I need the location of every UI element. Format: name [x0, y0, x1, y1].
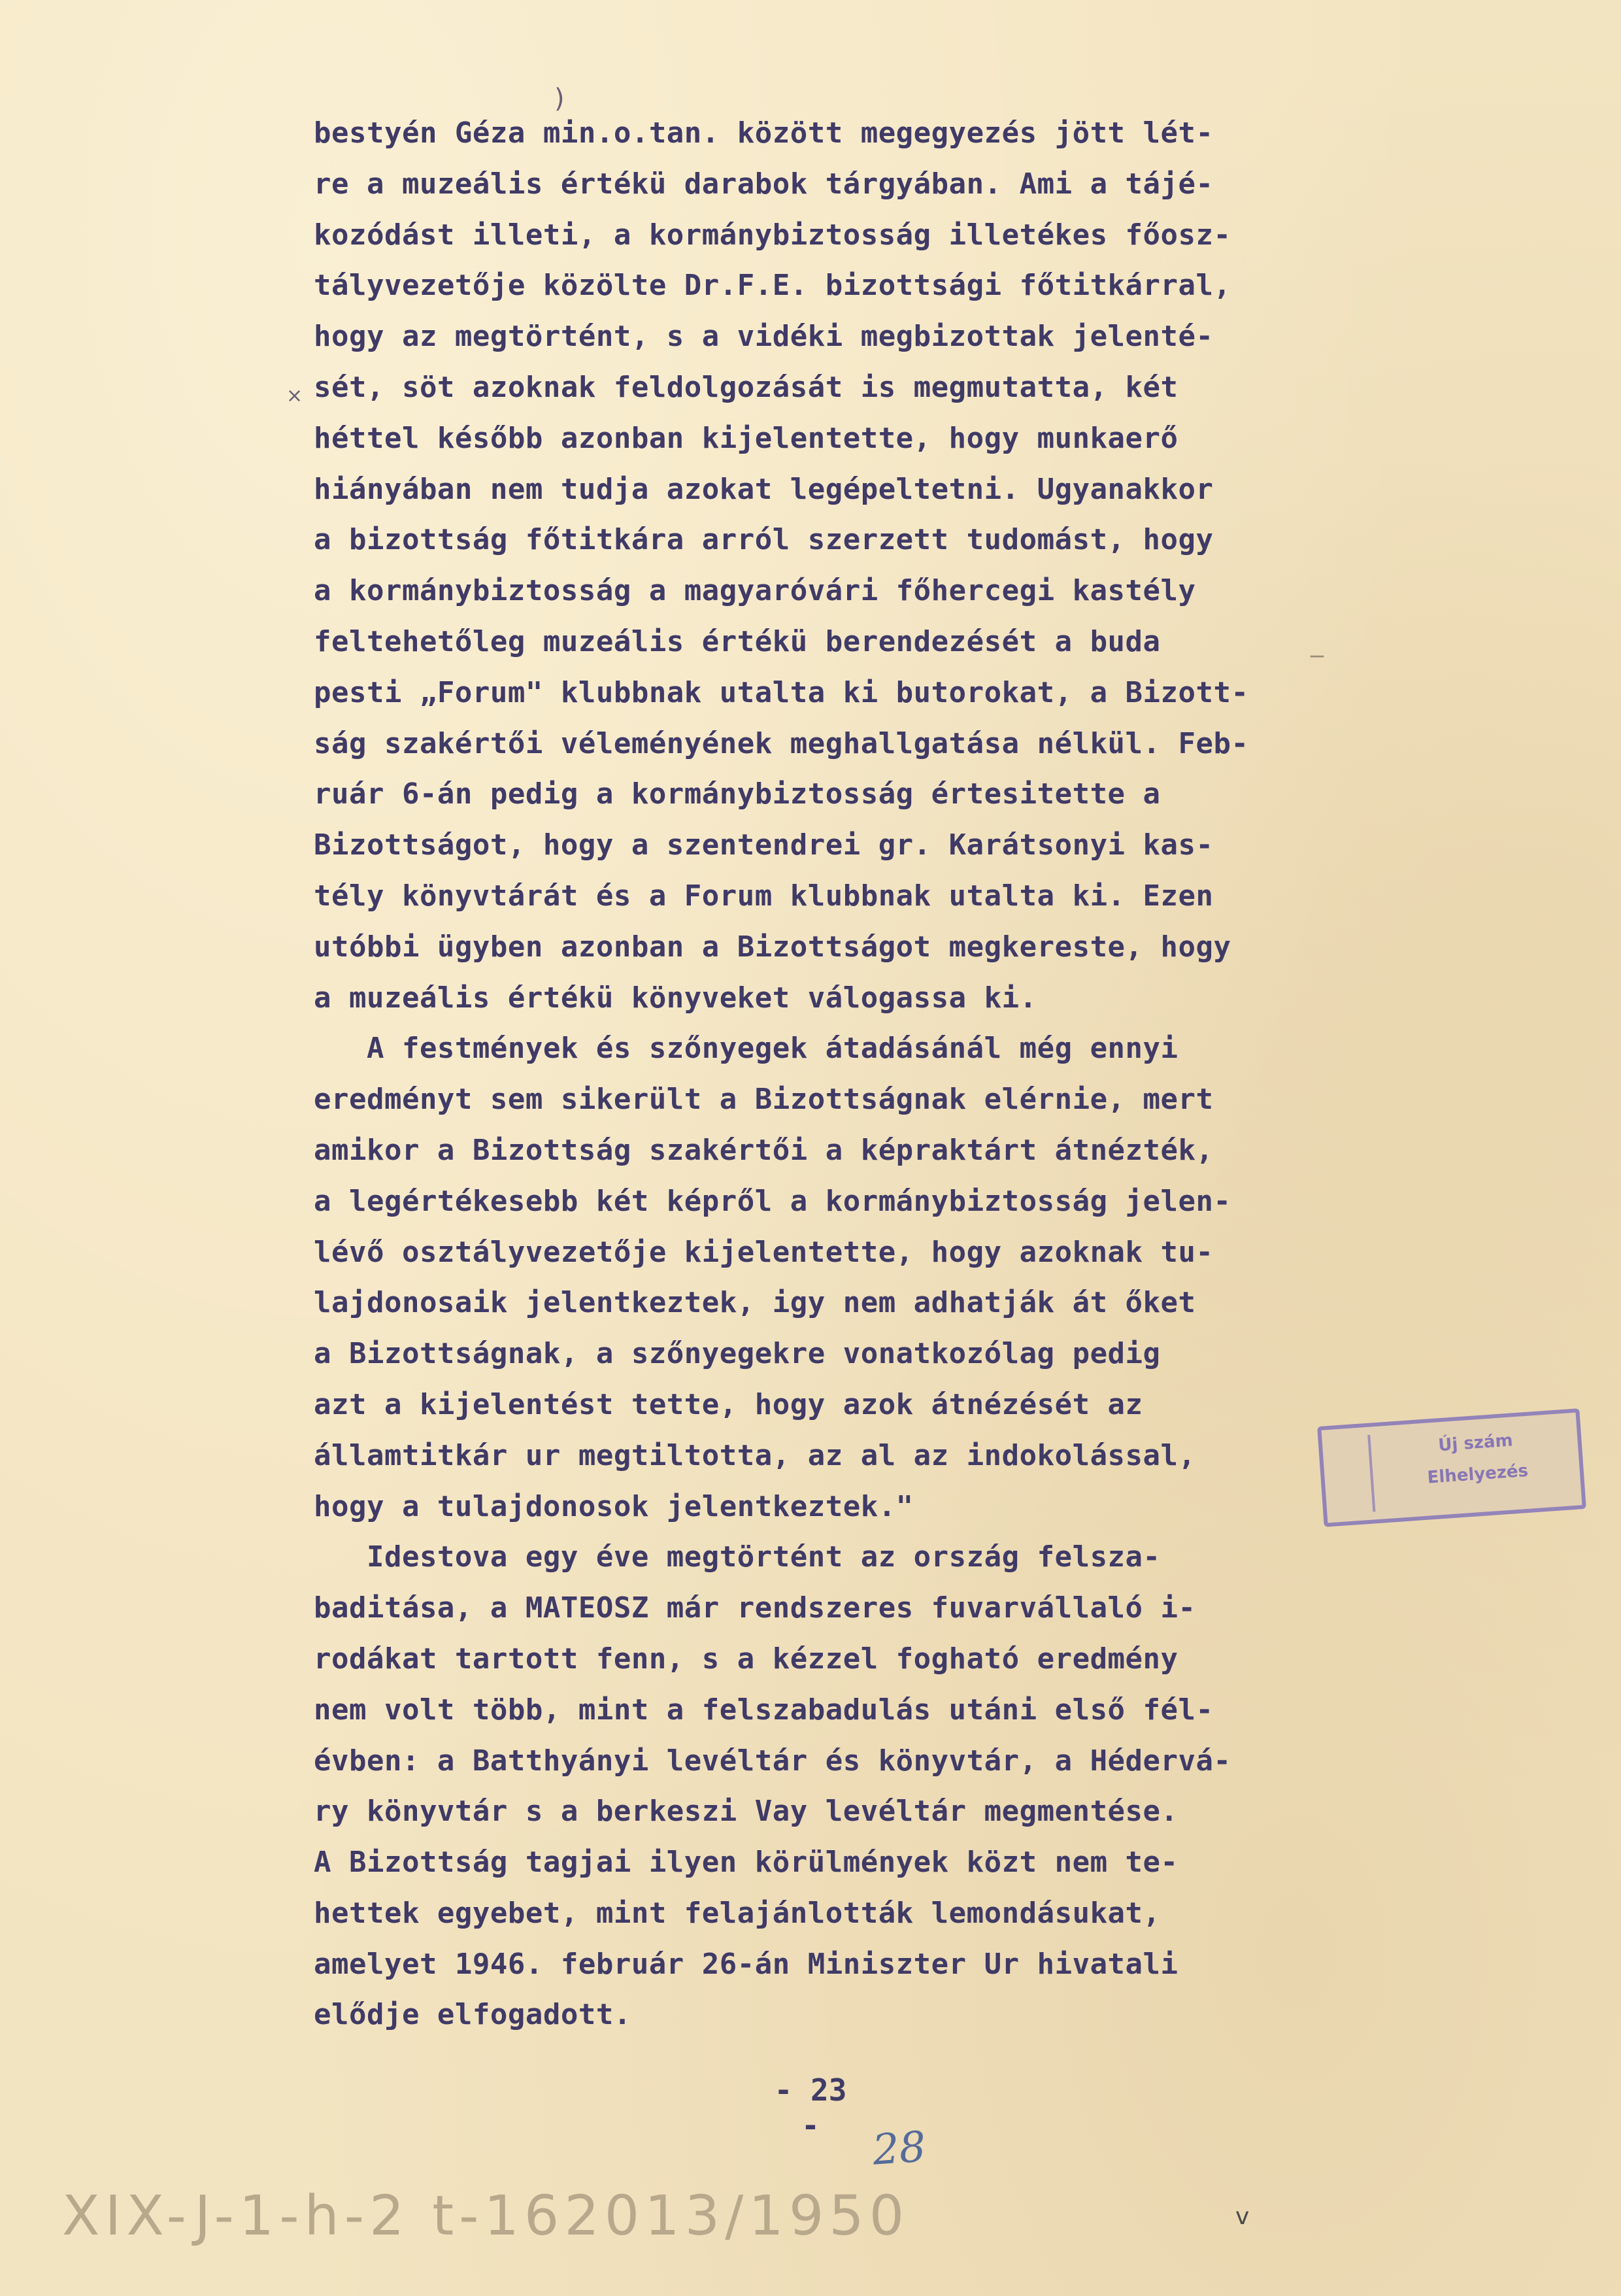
text-line: Idestova egy éve megtörtént az ország felsza- — [314, 1540, 1161, 1574]
text-line: a legértékesebb két képről a kormánybiztosság jelen- — [314, 1184, 1231, 1218]
text-line: ság szakértői véleményének meghallgatása nélkül. Feb- — [314, 726, 1249, 760]
text-line: a Bizottságnak, a szőnyegekre vonatkozólag pedig — [314, 1337, 1161, 1371]
text-line: amelyet 1946. február 26-án Miniszter Ur hivatali — [314, 1947, 1178, 1981]
text-line: A Bizottság tagjai ilyen körülmények közt nem te- — [314, 1846, 1178, 1880]
text-line: a muzeális értékü könyveket válogassa ki. — [314, 981, 1037, 1015]
text-line: nem volt több, mint a felszabadulás utáni első fél- — [314, 1693, 1214, 1727]
stamp-body — [1367, 1421, 1575, 1511]
text-line: bestyén Géza min.o.tan. között megegyezés jött lét- — [314, 116, 1214, 150]
text-line: a bizottság főtitkára arról szerzett tudomást, hogy — [314, 523, 1214, 557]
text-line: tályvezetője közölte Dr.F.E. bizottsági főtitkárral, — [314, 269, 1231, 303]
archive-stamp — [1317, 1408, 1586, 1527]
stamp-text-line-1: Új szám — [1437, 1430, 1514, 1456]
text-line: lajdonosaik jelentkeztek, igy nem adhatják át őket — [314, 1286, 1196, 1320]
text-line: kozódást illeti, a kormánybiztosság illetékes főosz- — [314, 218, 1231, 252]
text-line: tély könyvtárát és a Forum klubbnak utalta ki. Ezen — [314, 879, 1214, 913]
text-line: héttel később azonban kijelentette, hogy munkaerő — [314, 421, 1178, 455]
text-line: ruár 6-án pedig a kormánybiztosság értesitette a — [314, 777, 1161, 811]
text-line: eredményt sem sikerült a Bizottságnak elérnie, mert — [314, 1083, 1214, 1117]
text-line: hogy az megtörtént, s a vidéki megbizottak jelenté- — [314, 320, 1214, 354]
text-line: azt a kijelentést tette, hogy azok átnézését az — [314, 1387, 1143, 1421]
text-line: évben: a Batthyányi levéltár és könyvtár, a Hédervá- — [314, 1744, 1231, 1778]
archive-signature: XIX-J-1-h-2 t-162013/1950 — [62, 2184, 910, 2248]
text-line: rodákat tartott fenn, s a kézzel fogható eredmény — [314, 1642, 1178, 1676]
right-margin-tick: _ — [1311, 628, 1324, 658]
text-line: A festmények és szőnyegek átadásánál még ennyi — [314, 1032, 1178, 1066]
text-line: hogy a tulajdonosok jelentkeztek." — [314, 1489, 914, 1523]
handwritten-page-number: 28 — [871, 2123, 927, 2175]
page-number: - 23 - — [774, 2072, 847, 2143]
text-line: pesti „Forum" klubbnak utalta ki butorokat, a Bizott- — [314, 675, 1249, 709]
text-line: államtitkár ur megtiltotta, az al az indokolással, — [314, 1438, 1196, 1472]
text-line: a kormánybiztosság a magyaróvári főhercegi kastély — [314, 574, 1196, 608]
text-line: lévő osztályvezetője kijelentette, hogy azoknak tu- — [314, 1235, 1214, 1269]
typed-text-body — [314, 108, 1438, 2040]
top-margin-mark: ) — [554, 84, 565, 114]
text-line: amikor a Bizottság szakértői a képraktárt átnézték, — [314, 1133, 1214, 1167]
text-line: re a muzeális értékü darabok tárgyában. Ami a tájé- — [314, 167, 1214, 201]
text-line: sét, söt azoknak feldolgozását is megmutatta, két — [314, 370, 1178, 404]
text-line: ry könyvtár s a berkeszi Vay levéltár megmentése. — [314, 1795, 1178, 1829]
left-margin-asterisk: × — [286, 384, 303, 407]
text-line: hiányában nem tudja azokat legépeltetni. Ugyanakkor — [314, 472, 1214, 506]
bottom-right-mark: v — [1235, 2203, 1250, 2230]
text-line: elődje elfogadott. — [314, 1998, 631, 2032]
text-line: baditása, a MATEOSZ már rendszeres fuvarvállaló i- — [314, 1591, 1196, 1625]
text-line: feltehetőleg muzeális értékü berendezését a buda — [314, 624, 1161, 658]
stamp-text-line-2: Elhelyezés — [1426, 1460, 1529, 1488]
text-line: utóbbi ügyben azonban a Bizottságot megkereste, hogy — [314, 930, 1231, 964]
text-line: Bizottságot, hogy a szentendrei gr. Karátsonyi kas- — [314, 828, 1214, 862]
text-line: hettek egyebet, mint felajánlották lemondásukat, — [314, 1896, 1161, 1930]
